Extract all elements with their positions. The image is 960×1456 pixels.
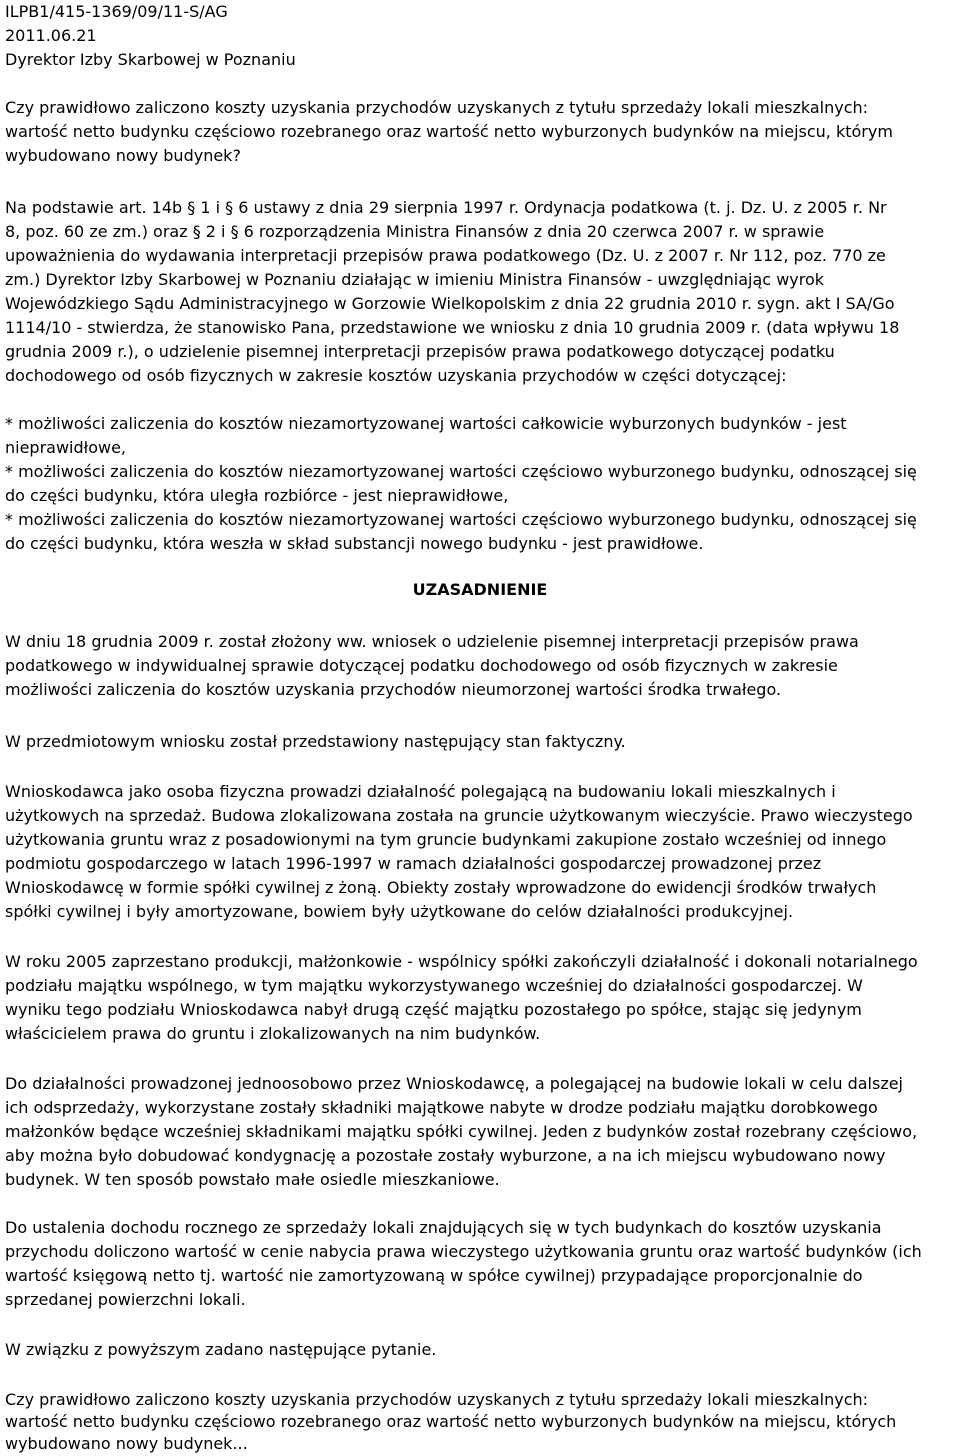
question-repeat-line: Czy prawidłowo zaliczono koszty uzyskania przychodów uzyskanych z tytułu sprzedaży lokali mieszkalnych: bbox=[5, 1390, 869, 1409]
paragraph-line: podatkowego w indywidualnej sprawie dotyczącej podatku dochodowego od osób fizycznych w zakresie bbox=[5, 656, 838, 675]
paragraph-line: wyniku tego podziału Wnioskodawca nabył drugą część majątku pozostałego po spółce, stając się jedynym bbox=[5, 1000, 862, 1019]
paragraph-line: Do ustalenia dochodu rocznego ze sprzedaży lokali znajdujących się w tych budynkach do kosztów uzyskania bbox=[5, 1218, 882, 1237]
ruling-item-line: do części budynku, która uległa rozbiórce - jest nieprawidłowe, bbox=[5, 486, 509, 505]
ruling-item-line: do części budynku, która weszła w skład substancji nowego budynku - jest prawidłowe. bbox=[5, 534, 704, 553]
document-signature: ILPB1/415-1369/09/11-S/AG bbox=[5, 2, 228, 21]
legal-basis-line: Wojewódzkiego Sądu Administracyjnego w Gorzowie Wielkopolskim z dnia 22 grudnia 2010 r. sygn. akt I SA/Go bbox=[5, 294, 895, 313]
paragraph-line: W związku z powyższym zadano następujące pytanie. bbox=[5, 1340, 437, 1359]
paragraph-line: Wnioskodawcę w formie spółki cywilnej z żoną. Obiekty zostały wprowadzone do ewidencji środków trwałych bbox=[5, 878, 877, 897]
legal-basis-line: grudnia 2009 r.), o udzielenie pisemnej interpretacji przepisów prawa podatkowego dotyczącej podatku bbox=[5, 342, 835, 361]
question-line: Czy prawidłowo zaliczono koszty uzyskania przychodów uzyskanych z tytułu sprzedaży lokali mieszkalnych: bbox=[5, 98, 869, 117]
document-date: 2011.06.21 bbox=[5, 26, 97, 45]
paragraph-line: budynek. W ten sposób powstało małe osiedle mieszkaniowe. bbox=[5, 1170, 500, 1189]
legal-basis-line: dochodowego od osób fizycznych w zakresie kosztów uzyskania przychodów w części dotyczącej: bbox=[5, 366, 787, 385]
legal-basis-line: 1114/10 - stwierdza, że stanowisko Pana, przedstawione we wniosku z dnia 10 grudnia 2009 r. (data wpływu 18 bbox=[5, 318, 900, 337]
ruling-item-line: nieprawidłowe, bbox=[5, 438, 127, 457]
legal-basis-line: zm.) Dyrektor Izby Skarbowej w Poznaniu działając w imieniu Ministra Finansów - uwzględniając wyrok bbox=[5, 270, 825, 289]
paragraph-line: przychodu doliczono wartość w cenie nabycia prawa wieczystego użytkowania gruntu oraz wartość budynków (ich bbox=[5, 1242, 922, 1261]
paragraph-line: użytkowych na sprzedaż. Budowa zlokalizowana została na gruncie użytkowanym wieczyście. Prawo wieczystego bbox=[5, 806, 913, 825]
paragraph-line: W dniu 18 grudnia 2009 r. został złożony ww. wniosek o udzielenie pisemnej interpretacji przepisów prawa bbox=[5, 632, 859, 651]
legal-basis-line: Na podstawie art. 14b § 1 i § 6 ustawy z dnia 29 sierpnia 1997 r. Ordynacja podatkowa (t. j. Dz. U. z 2005 r. Nr bbox=[5, 198, 887, 217]
issuing-authority: Dyrektor Izby Skarbowej w Poznaniu bbox=[5, 50, 296, 69]
question-repeat-line: wybudowano nowy budynek... bbox=[5, 1434, 248, 1453]
paragraph-line: właścicielem prawa do gruntu i zlokalizowanych na nim budynków. bbox=[5, 1024, 541, 1043]
paragraph-line: aby można było dobudować kondygnację a pozostałe zostały wyburzone, a na ich miejscu wybudowano nowy bbox=[5, 1146, 886, 1165]
paragraph-line: podmiotu gospodarczego w latach 1996-1997 w ramach działalności gospodarczej prowadzonej przez bbox=[5, 854, 822, 873]
paragraph-line: możliwości zaliczenia do kosztów uzyskania przychodów nieumorzonej wartości środka trwałego. bbox=[5, 680, 782, 699]
question-line: wybudowano nowy budynek? bbox=[5, 146, 241, 165]
paragraph-line: spółki cywilnej i były amortyzowane, bowiem były użytkowane do celów działalności produkcyjnej. bbox=[5, 902, 794, 921]
question-line: wartość netto budynku częściowo rozebranego oraz wartość netto wyburzonych budynków na miejscu, którym bbox=[5, 122, 893, 141]
paragraph-line: małżonków będące wcześniej składnikami majątku spółki cywilnej. Jeden z budynków został rozebrany częściowo, bbox=[5, 1122, 918, 1141]
paragraph-line: Do działalności prowadzonej jednoosobowo przez Wnioskodawcę, a polegającej na budowie lokali w celu dalszej bbox=[5, 1074, 903, 1093]
paragraph-line: W przedmiotowym wniosku został przedstawiony następujący stan faktyczny. bbox=[5, 732, 626, 751]
ruling-item-line: * możliwości zaliczenia do kosztów niezamortyzowanej wartości całkowicie wyburzonych budynków - jest bbox=[5, 414, 847, 433]
paragraph-line: W roku 2005 zaprzestano produkcji, małżonkowie - wspólnicy spółki zakończyli działalność i dokonali notarialnego bbox=[5, 952, 918, 971]
paragraph-line: ich odsprzedaży, wykorzystane zostały składniki majątkowe nabyte w drodze podziału majątku dorobkowego bbox=[5, 1098, 878, 1117]
section-heading: UZASADNIENIE bbox=[412, 580, 548, 599]
question-repeat-line: wartość netto budynku częściowo rozebranego oraz wartość netto wyburzonych budynków na miejscu, których bbox=[5, 1412, 897, 1431]
legal-basis-line: upoważnienia do wydawania interpretacji przepisów prawa podatkowego (Dz. U. z 2007 r. Nr 112, poz. 770 ze bbox=[5, 246, 886, 265]
paragraph-line: podziału majątku wspólnego, w tym majątku wykorzystywanego wcześniej do działalności gospodarczej. W bbox=[5, 976, 863, 995]
paragraph-line: wartość księgową netto tj. wartość nie zamortyzowaną w spółce cywilnej) przypadające proporcjonalnie do bbox=[5, 1266, 863, 1285]
ruling-item-line: * możliwości zaliczenia do kosztów niezamortyzowanej wartości częściowo wyburzonego budynku, odnoszącej się bbox=[5, 510, 917, 529]
paragraph-line: użytkowania gruntu wraz z posadowionymi na tym gruncie budynkami zakupione zostało wcześniej od innego bbox=[5, 830, 887, 849]
paragraph-line: sprzedanej powierzchni lokali. bbox=[5, 1290, 246, 1309]
ruling-item-line: * możliwości zaliczenia do kosztów niezamortyzowanej wartości częściowo wyburzonego budynku, odnoszącej się bbox=[5, 462, 917, 481]
paragraph-line: Wnioskodawca jako osoba fizyczna prowadzi działalność polegającą na budowaniu lokali mieszkalnych i bbox=[5, 782, 836, 801]
legal-basis-line: 8, poz. 60 ze zm.) oraz § 2 i § 6 rozporządzenia Ministra Finansów z dnia 20 czerwca 2007 r. w sprawie bbox=[5, 222, 825, 241]
